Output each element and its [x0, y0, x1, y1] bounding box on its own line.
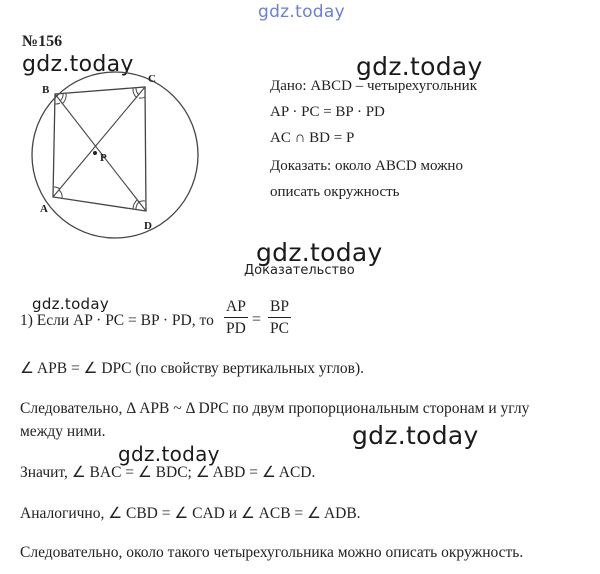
- angle-mark: [136, 202, 139, 210]
- fraction-numerator: AP: [224, 298, 248, 318]
- watermark-top: gdz.today: [258, 2, 345, 22]
- point-label-p: P: [100, 152, 107, 164]
- proof-line: Следовательно, Δ APB ~ Δ DPC по двум пропорциональным сторонам и углу: [20, 400, 530, 417]
- given-line: AP · PC = BP · PD: [270, 104, 385, 120]
- inscribed-quadrilateral-figure: [18, 62, 248, 242]
- vertex-label-d: D: [144, 220, 152, 232]
- angle-mark: [139, 97, 145, 98]
- watermark: gdz.today: [356, 52, 483, 81]
- angle-mark: [139, 201, 145, 202]
- vertex-label-b: B: [42, 84, 50, 96]
- watermark: gdz.today: [22, 52, 134, 77]
- prove-line: Доказать: около ABCD можно: [270, 158, 463, 174]
- fraction-ap-pd: [224, 298, 248, 338]
- watermark: gdz.today: [352, 421, 479, 450]
- vertex-label-c: C: [148, 73, 156, 85]
- fraction-denominator: PD: [226, 320, 246, 337]
- angle-mark: [136, 88, 139, 95]
- given-line: Дано: ABCD – четырехугольник: [270, 78, 477, 94]
- equals-sign: =: [252, 311, 262, 328]
- point-p: [93, 151, 97, 155]
- proof-title: Доказательство: [244, 263, 355, 278]
- angle-mark: [59, 190, 62, 198]
- angle-mark: [55, 103, 60, 104]
- vertex-label-a: A: [40, 203, 48, 215]
- fraction-denominator: PC: [270, 320, 289, 337]
- diagonal-ac: [53, 87, 145, 197]
- fraction-bp-pc: [268, 298, 291, 338]
- watermark: gdz.today: [32, 295, 110, 313]
- conclusion-line: Следовательно, около такого четырехугольника можно описать окружность.: [20, 544, 524, 561]
- watermark: gdz.today: [256, 238, 383, 267]
- problem-number: №156: [22, 33, 63, 50]
- given-line: AC ∩ BD = P: [270, 130, 355, 146]
- fraction-numerator: BP: [268, 298, 291, 318]
- prove-line: описать окружность: [270, 184, 400, 200]
- angle-mark: [54, 187, 60, 189]
- proof-line: между ними.: [20, 423, 106, 440]
- proof-line: ∠ APB = ∠ DPC (по свойству вертикальных углов).: [20, 360, 364, 377]
- proof-line: Аналогично, ∠ CBD = ∠ CAD и ∠ ACB = ∠ ADB.: [20, 505, 361, 522]
- proof-line: Значит, ∠ BAC = ∠ BDC; ∠ ABD = ∠ ACD.: [20, 464, 316, 481]
- proof-step-1: 1) Если AP · PC = BP · PD, то: [20, 312, 214, 329]
- watermark: gdz.today: [118, 442, 220, 466]
